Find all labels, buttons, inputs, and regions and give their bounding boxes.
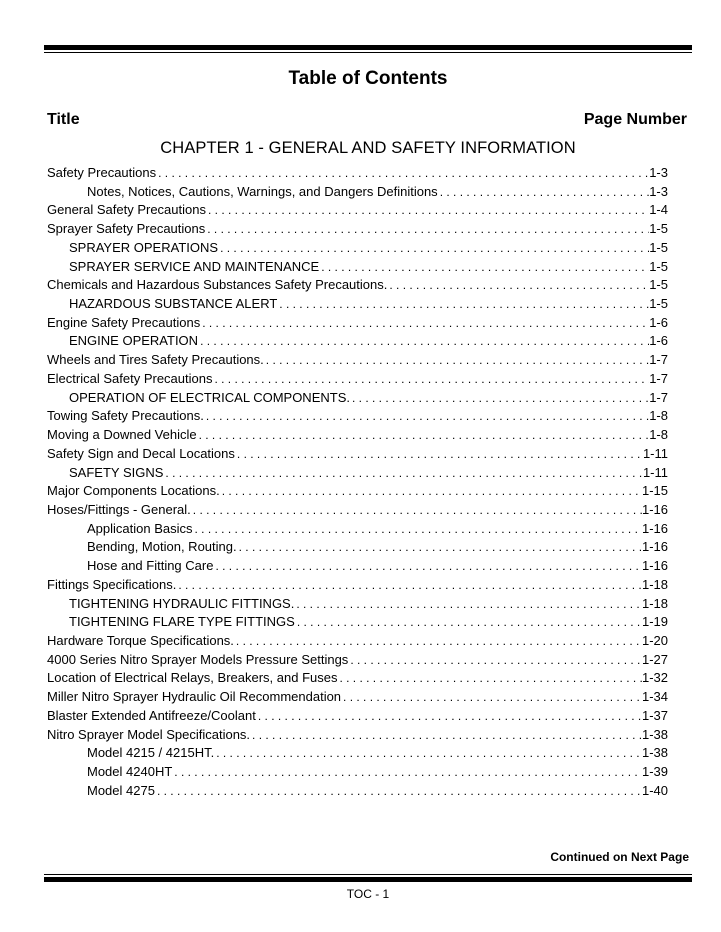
toc-entry[interactable] [47, 259, 668, 278]
toc-entry[interactable] [47, 371, 668, 390]
toc-entry[interactable] [47, 689, 668, 708]
dot-leader [163, 466, 643, 480]
toc-entry[interactable] [47, 333, 668, 352]
toc-entry-label: Application Basics [87, 520, 193, 536]
toc-entry-page: 1-5 [649, 296, 668, 312]
toc-entry-label: General Safety Precautions [47, 202, 206, 218]
dot-leader [220, 484, 642, 498]
toc-entry[interactable] [47, 502, 668, 521]
page-title: Table of Contents [288, 68, 448, 89]
toc-entry-label: Engine Safety Precautions [47, 314, 201, 330]
dot-leader [205, 222, 649, 236]
dot-leader [234, 634, 642, 648]
toc-entry-page: 1-37 [641, 707, 668, 723]
toc-entry-page: 1-20 [641, 632, 668, 648]
dot-leader [438, 185, 650, 199]
toc-entry[interactable] [47, 708, 668, 727]
toc-entry-label: Bending, Motion, Routing. [87, 539, 237, 555]
continued-note: Continued on Next Page [550, 850, 689, 864]
toc-entry-page: 1-11 [642, 464, 668, 480]
toc-entry-page: 1-15 [641, 483, 668, 499]
toc-entry[interactable] [47, 783, 668, 802]
toc-entry-label: Safety Sign and Decal Locations [47, 445, 235, 461]
dot-leader [319, 260, 649, 274]
toc-entry-page: 1-4 [649, 202, 668, 218]
dot-leader [176, 578, 642, 592]
column-header-page-number: Page Number [583, 111, 687, 128]
toc-entry-page: 1-16 [641, 539, 668, 555]
toc-entry-label: HAZARDOUS SUBSTANCE ALERT [69, 296, 278, 312]
toc-entry-label: Hardware Torque Specifications. [47, 632, 234, 648]
dot-leader [212, 372, 649, 386]
dot-leader [213, 559, 642, 573]
toc-entry-label: Nitro Sprayer Model Specifications. [47, 726, 251, 742]
dot-leader [387, 278, 649, 292]
toc-entry[interactable] [47, 390, 668, 409]
dot-leader [191, 503, 642, 517]
toc-entry-page: 1-11 [642, 445, 668, 461]
toc-entry-page: 1-19 [641, 614, 668, 630]
toc-entry[interactable] [47, 764, 668, 783]
toc-entry[interactable] [47, 465, 668, 484]
dot-leader [214, 746, 642, 760]
toc-entry-label: Model 4240HT [87, 764, 173, 779]
toc-entry[interactable] [47, 614, 668, 633]
toc-entry[interactable] [47, 427, 668, 446]
toc-entry[interactable] [47, 539, 668, 558]
toc-entry[interactable] [47, 483, 668, 502]
dot-leader [237, 540, 642, 554]
toc-entry-page: 1-32 [641, 670, 668, 686]
toc-entry-label: Hoses/Fittings - General. [47, 501, 191, 517]
toc-entry-label: Notes, Notices, Cautions, Warnings, and Dangers Definitions [87, 183, 438, 199]
toc-entry[interactable] [47, 315, 668, 334]
toc-entry-label: TIGHTENING HYDRAULIC FITTINGS. [69, 595, 295, 611]
toc-entry-label: ENGINE OPERATION [69, 333, 199, 349]
toc-entry-page: 1-7 [649, 352, 668, 368]
toc-entry-page: 1-5 [649, 258, 668, 274]
toc-entry[interactable] [47, 277, 668, 296]
page-footer: TOC - 1 [346, 887, 390, 901]
toc-entry-label: Hose and Fitting Care [87, 558, 214, 574]
toc-entry[interactable] [47, 184, 668, 203]
dot-leader [277, 297, 649, 311]
toc-entry[interactable] [47, 670, 668, 689]
toc-entry[interactable] [47, 596, 668, 615]
dot-leader [256, 709, 642, 723]
toc-entry[interactable] [47, 652, 668, 671]
dot-leader [264, 353, 649, 367]
dot-leader [206, 203, 649, 217]
column-header-title: Title [47, 111, 80, 128]
toc-entry-page: 1-27 [641, 651, 668, 667]
bottom-rule-thick [44, 877, 692, 882]
dot-leader [155, 784, 642, 798]
toc-entry[interactable] [47, 352, 668, 371]
dot-leader [250, 728, 642, 742]
dot-leader [156, 166, 649, 180]
dot-leader [295, 615, 642, 629]
toc-entry-page: 1-39 [641, 764, 668, 779]
toc-entry[interactable] [47, 577, 668, 596]
toc-entry-page: 1-7 [649, 389, 668, 405]
dot-leader [200, 316, 649, 330]
toc-entry[interactable] [47, 633, 668, 652]
toc-entry-label: Chemicals and Hazardous Substances Safety Precautions. [47, 277, 388, 293]
toc-entry-label: SPRAYER OPERATIONS [69, 239, 219, 255]
toc-entry-page: 1-16 [641, 501, 668, 517]
toc-entry[interactable] [47, 558, 668, 577]
toc-entry-label: Safety Precautions [47, 165, 157, 180]
toc-entry-page: 1-40 [641, 782, 668, 798]
toc-entry-label: Towing Safety Precautions. [47, 408, 204, 424]
toc-entry-label: Electrical Safety Precautions [47, 370, 213, 386]
toc-entry-page: 1-3 [649, 183, 668, 199]
dot-leader [337, 671, 642, 685]
toc-entry-label: TIGHTENING FLARE TYPE FITTINGS [69, 614, 295, 630]
toc-list [47, 165, 668, 801]
bottom-rule-thin [44, 874, 692, 875]
top-rule-thin [44, 52, 692, 53]
toc-entry-page: 1-6 [649, 333, 668, 349]
toc-entry[interactable] [47, 745, 668, 764]
dot-leader [204, 409, 649, 423]
toc-entry-page: 1-5 [649, 221, 668, 237]
toc-entry-page: 1-5 [649, 277, 668, 293]
toc-entry[interactable] [47, 240, 668, 259]
toc-entry-page: 1-34 [641, 689, 668, 705]
toc-entry-page: 1-3 [649, 165, 668, 180]
toc-entry-label: OPERATION OF ELECTRICAL COMPONENTS. [69, 389, 350, 405]
toc-entry[interactable] [47, 296, 668, 315]
dot-leader [218, 241, 649, 255]
dot-leader [348, 653, 642, 667]
dot-leader [193, 522, 642, 536]
dot-leader [294, 597, 642, 611]
dot-leader [350, 391, 649, 405]
toc-entry-label: Fittings Specifications. [47, 576, 177, 592]
dot-leader [197, 428, 650, 442]
toc-entry-label: Moving a Downed Vehicle [47, 427, 197, 443]
toc-entry-label: SAFETY SIGNS [69, 464, 164, 480]
toc-entry[interactable] [47, 202, 668, 221]
toc-entry-label: 4000 Series Nitro Sprayer Models Pressure Settings [47, 651, 349, 667]
toc-entry-page: 1-38 [641, 726, 668, 742]
toc-entry-label: Wheels and Tires Safety Precautions. [47, 352, 264, 368]
toc-entry-page: 1-18 [641, 595, 668, 611]
toc-entry[interactable] [47, 521, 668, 540]
dot-leader [198, 334, 649, 348]
toc-entry[interactable] [47, 727, 668, 746]
toc-entry[interactable] [47, 221, 668, 240]
toc-entry-page: 1-8 [649, 408, 668, 424]
chapter-heading: CHAPTER 1 - GENERAL AND SAFETY INFORMATION [160, 139, 576, 157]
toc-entry-label: Model 4275 [87, 782, 155, 798]
toc-entry-page: 1-16 [641, 520, 668, 536]
toc-entry-page: 1-18 [641, 576, 668, 592]
toc-entry-label: Miller Nitro Sprayer Hydraulic Oil Recommendation [47, 689, 342, 705]
toc-entry-page: 1-6 [649, 314, 668, 330]
toc-entry[interactable] [47, 446, 668, 465]
dot-leader [341, 690, 642, 704]
toc-entry-page: 1-7 [649, 370, 668, 386]
top-rule-thick [44, 45, 692, 50]
dot-leader [172, 765, 642, 779]
toc-entry-page: 1-16 [641, 558, 668, 574]
toc-entry-label: Major Components Locations. [47, 483, 220, 499]
toc-entry-label: Model 4215 / 4215HT. [87, 745, 215, 761]
toc-entry-label: SPRAYER SERVICE AND MAINTENANCE [69, 258, 320, 274]
toc-entry-page: 1-38 [641, 745, 668, 761]
toc-entry-page: 1-8 [649, 427, 668, 443]
toc-entry-label: Location of Electrical Relays, Breakers, and Fuses [47, 670, 338, 686]
toc-entry-page: 1-5 [649, 239, 668, 255]
toc-entry-label: Sprayer Safety Precautions [47, 221, 206, 237]
toc-entry-label: Blaster Extended Antifreeze/Coolant [47, 707, 256, 723]
toc-entry[interactable] [47, 165, 668, 184]
toc-entry[interactable] [47, 408, 668, 427]
dot-leader [235, 447, 643, 461]
